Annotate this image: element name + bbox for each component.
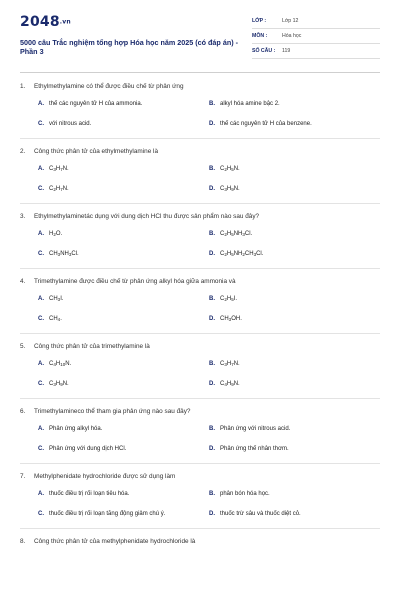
question-prompt: Công thức phân tử của trimethylamine là [34,343,150,350]
question-divider [20,398,380,399]
page-title: 5000 câu Trắc nghiệm tổng hợp Hóa học năm 2025 (có đáp án) - Phần 3 [20,38,238,56]
answer-option[interactable] [38,361,209,367]
option-text: $CH_3I$. [49,296,64,302]
question-item [20,535,380,549]
answer-option[interactable] [209,381,380,387]
option-letter: D. [209,381,215,387]
option-letter: D. [209,446,215,452]
option-text: $CH_3NH_3Cl$. [49,251,79,257]
question-number: 8. [20,538,26,545]
option-text: $C_3H_7N$. [220,361,240,367]
option-text: $C_3H_7N$. [49,166,69,172]
option-text: Phản ứng với nitrous acid. [220,426,291,432]
option-letter: C. [38,316,44,322]
question-item [20,340,380,394]
option-letter: B. [209,231,215,237]
question-divider [20,138,380,139]
question-prompt: Ethylmethylaminetác dụng với dung dịch HCl thu được sản phẩm nào sau đây? [34,213,260,220]
option-row [38,374,380,394]
question-number: 4. [20,278,26,285]
option-text: $C_2H_7N$. [49,186,69,192]
option-letter: C. [38,251,44,257]
option-letter: A. [38,101,44,107]
option-row [38,159,380,179]
option-letter: C. [38,381,44,387]
question-item [20,145,380,199]
option-text: thế các nguyên tử H của benzene. [220,121,312,127]
answer-option[interactable] [209,186,380,192]
option-row [38,309,380,329]
question-prompt: Ethylmethylamine có thể được điều chế từ phản ứng [34,83,184,90]
answer-option[interactable] [38,101,209,107]
answer-option[interactable] [38,316,209,322]
question-prompt: Công thức phân tử của methylphenidate hydrochloride là [34,538,196,545]
meta-panel [252,14,380,59]
option-letter: D. [209,511,215,517]
question-text [20,210,380,224]
meta-row-grade [252,14,380,29]
option-letter: B. [209,426,215,432]
question-number: 6. [20,408,26,415]
option-letter: D. [209,316,215,322]
question-prompt: Methylphenidate hydrochloride được sử dụng làm [34,473,176,480]
answer-option[interactable] [38,426,209,432]
question-text [20,535,380,549]
option-letter: A. [38,361,44,367]
answer-option[interactable] [209,316,380,322]
answer-option[interactable] [38,296,209,302]
answer-option[interactable] [38,166,209,172]
question-divider [20,333,380,334]
question-divider [20,203,380,204]
option-text: $C_3H_9N$. [220,186,240,192]
answer-option[interactable] [209,101,380,107]
answer-option[interactable] [38,186,209,192]
question-prompt: Công thức phân tử của ethylmethylamine là [34,148,159,155]
option-text: với nitrous acid. [49,121,92,127]
option-text: thế các nguyên tử H của ammonia. [49,101,143,107]
answer-option[interactable] [209,491,380,497]
option-row [38,504,380,524]
answer-option[interactable] [209,511,380,517]
option-letter: A. [38,426,44,432]
option-text: Phản ứng thế nhân thơm. [220,446,289,452]
option-text: Phản ứng alkyl hóa. [49,426,103,432]
option-row [38,224,380,244]
answer-option[interactable] [38,381,209,387]
option-text: $C_2H_5NH_2CH_3Cl$. [220,251,264,257]
option-text: phân bón hóa học. [220,491,270,497]
option-text: $C_4H_9N$. [220,381,240,387]
answer-options [20,354,380,394]
option-text: $C_3H_9N$. [49,381,69,387]
option-letter: B. [209,491,215,497]
question-divider [20,463,380,464]
question-number: 7. [20,473,26,480]
option-letter: A. [38,166,44,172]
meta-row-count [252,44,380,59]
option-text: $CH_3OH$. [220,316,242,322]
option-letter: A. [38,296,44,302]
answer-options [20,159,380,199]
answer-option[interactable] [209,426,380,432]
brand-name: 2048 [20,14,60,30]
question-number: 1. [20,83,26,90]
option-text: $C_2H_5N$. [220,166,240,172]
option-text: alkyl hóa amine bậc 2. [220,101,280,107]
meta-row-subject [252,29,380,44]
option-text: thuốc trừ sâu và thuốc diệt cỏ. [220,511,301,517]
question-text [20,470,380,484]
question-divider [20,528,380,529]
question-text [20,275,380,289]
option-letter: D. [209,121,215,127]
answer-options [20,94,380,134]
answer-option[interactable] [209,361,380,367]
option-letter: B. [209,101,215,107]
answer-option[interactable] [209,446,380,452]
option-row [38,289,380,309]
option-row [38,114,380,134]
answer-option[interactable] [38,491,209,497]
option-text: Phản ứng với dung dịch HCl. [49,446,127,452]
option-text: thuốc điều trị rối loạn tiêu hóa. [49,491,130,497]
option-letter: C. [38,446,44,452]
question-item [20,405,380,459]
answer-options [20,289,380,329]
question-number: 5. [20,343,26,350]
option-letter: C. [38,511,44,517]
question-prompt: Trimethylamineco thể tham gia phản ứng nào sau đây? [34,408,191,415]
question-number: 3. [20,213,26,220]
answer-option[interactable] [38,121,209,127]
meta-label: LỚP : [252,18,267,24]
question-item [20,275,380,329]
option-row [38,484,380,504]
answer-option[interactable] [38,511,209,517]
answer-option[interactable] [209,231,380,237]
answer-option[interactable] [38,231,209,237]
answer-options [20,224,380,264]
option-text: $CH_4$. [49,316,62,322]
option-row [38,439,380,459]
answer-option[interactable] [209,121,380,127]
question-divider [20,268,380,269]
question-prompt: Trimethylamine được điều chế từ phản ứng alkyl hóa giữa ammonia và [34,278,236,285]
meta-value: Lớp 12 [282,18,299,24]
option-text: $C_2H_5NH_3Cl$. [220,231,253,237]
question-list [20,80,380,549]
option-letter: B. [209,296,215,302]
answer-option[interactable] [209,166,380,172]
option-letter: C. [38,186,44,192]
option-text: thuốc điều trị rối loạn tăng động giảm chú ý. [49,511,166,517]
option-letter: A. [38,231,44,237]
option-row [38,354,380,374]
option-text: $H_2O$. [49,231,63,237]
brand-suffix: .vn [59,18,71,26]
option-letter: A. [38,491,44,497]
option-row [38,244,380,264]
answer-option[interactable] [38,446,209,452]
header [20,14,380,64]
option-row [38,179,380,199]
meta-label: SỐ CÂU : [252,48,276,54]
option-letter: D. [209,186,215,192]
answer-option[interactable] [209,251,380,257]
option-letter: B. [209,361,215,367]
question-text [20,145,380,159]
question-text [20,340,380,354]
option-letter: D. [209,251,215,257]
option-text: $C_4H_{10}N$. [49,361,72,367]
answer-option[interactable] [209,296,380,302]
question-item [20,80,380,134]
option-letter: B. [209,166,215,172]
answer-options [20,484,380,524]
answer-option[interactable] [38,251,209,257]
option-row [38,419,380,439]
meta-value: Hóa học [282,33,302,39]
question-text [20,405,380,419]
question-item [20,210,380,264]
question-number: 2. [20,148,26,155]
option-row [38,94,380,114]
question-item [20,470,380,524]
header-divider [20,72,380,73]
option-letter: C. [38,121,44,127]
option-text: $C_2H_5I$. [220,296,238,302]
question-text [20,80,380,94]
meta-value: 119 [282,48,291,54]
answer-options [20,419,380,459]
meta-label: MÔN : [252,33,268,39]
